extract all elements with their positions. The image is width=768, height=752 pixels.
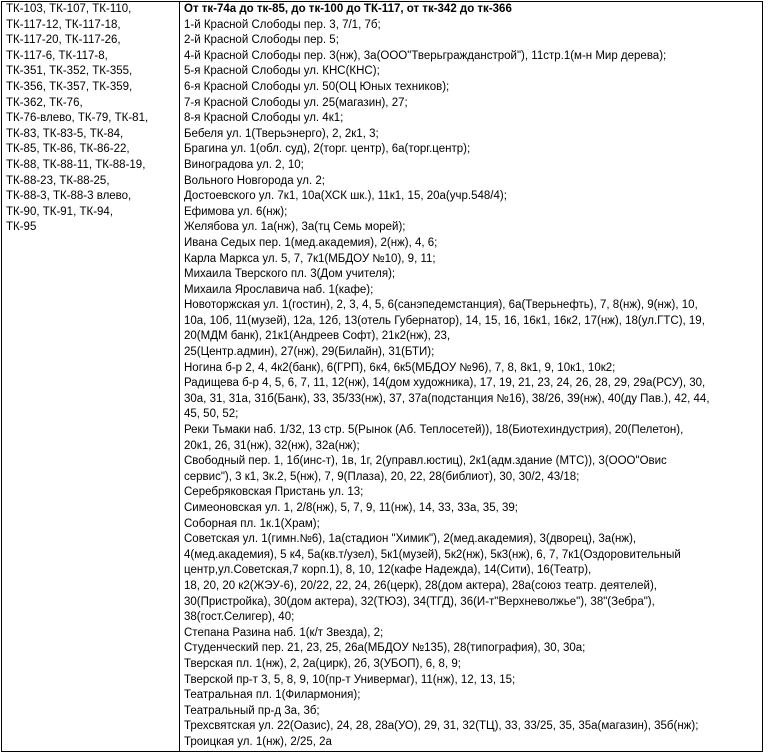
address-entry <box>184 80 760 96</box>
address-entry-line: 20(МДМ банк), 21к1(Андреев Софт), 21к2(нж), 23, <box>184 330 451 343</box>
tk-list-line: ТК-351, ТК-352, ТК-355, <box>6 65 133 78</box>
address-entry-line: Театральная пл. 1(Филармония); <box>184 689 361 702</box>
address-entry <box>184 96 760 112</box>
address-entry <box>184 376 760 423</box>
address-entry-line: 2-й Красной Слободы пер. 5; <box>184 34 339 47</box>
address-entry-line: Ефимова ул. 6(нж); <box>184 205 288 218</box>
address-entry <box>184 501 760 517</box>
tk-list-line: ТК-85, ТК-86, ТК-86-22, <box>6 143 130 156</box>
tk-list-line: ТК-117-6, ТК-117-8, <box>6 49 108 62</box>
address-entry <box>184 298 760 360</box>
address-entry-line: Виноградова ул. 2, 10; <box>184 158 304 171</box>
address-entry-line: Брагина ул. 1(обл. суд), 2(торг. центр), 6а(торг.центр); <box>184 143 471 156</box>
address-entry-line: 8-я Красной Слободы ул. 4к1; <box>184 112 344 125</box>
address-entry-line: Бебеля ул. 1(Тверьэнерго), 2, 2к1, 3; <box>184 127 379 140</box>
address-entry-line: Советская ул. 1(гимн.№6), 1а(стадион "Химик"), 2(мед.академия), 3(дворец), 3а(нж), <box>184 533 637 546</box>
address-entry <box>184 33 760 49</box>
address-table <box>1 1 763 752</box>
address-entry-line: Михаила Ярославича наб. 1(кафе); <box>184 283 374 296</box>
tk-list-line: ТК-88-23, ТК-88-25, <box>6 174 110 187</box>
tk-list-line: ТК-117-20, ТК-117-26, <box>6 34 121 47</box>
address-entry <box>184 485 760 501</box>
address-entry-line: Тверской пр-т 3, 5, 8, 9, 10(пр-т Универмаг), 11(нж), 12, 13, 15; <box>184 673 516 686</box>
address-entry-line: Серебряковская Пристань ул. 13; <box>184 486 364 499</box>
address-entry <box>184 704 760 720</box>
address-entry-line: Симеоновская ул. 1, 2/8(нж), 5, 7, 9, 11(нж), 14, 33, 33а, 35, 39; <box>184 502 518 514</box>
address-entry-line: Ногина б-р 2, 4, 4к2(банк), 6(ГРП), 6к4, 6к5(МБДОУ №96), 7, 8, 8к1, 9, 10к1, 10к2; <box>184 361 616 374</box>
address-entry-line: Троицкая ул. 1(нж), 2/25, 2а <box>184 735 332 748</box>
address-entry-line: 7-я Красной Слободы ул. 25(магазин), 27; <box>184 96 408 109</box>
address-entry <box>184 517 760 533</box>
address-entry <box>184 127 760 143</box>
address-entry-line: Соборная пл. 1к.1(Храм); <box>184 517 320 530</box>
address-entry-line: Трехсвятская ул. 22(Оазис), 24, 28, 28а(УО), 29, 31, 32(ТЦ), 33, 33/25, 35, 35а(магазин), 35б(нж); <box>184 720 699 733</box>
tk-list-line: ТК-117-12, ТК-117-18, <box>6 18 121 31</box>
address-entry <box>184 18 760 34</box>
address-entry <box>184 236 760 252</box>
tk-list-line: ТК-76-влево, ТК-79, ТК-81, <box>6 112 149 125</box>
address-entry <box>184 205 760 221</box>
address-entry <box>184 641 760 657</box>
address-entry-line: 5-я Красной Слободы ул. КНС(КНС); <box>184 65 380 78</box>
address-entry-line: 45, 50, 52; <box>184 408 239 421</box>
address-entry <box>184 267 760 283</box>
address-cell <box>180 2 763 752</box>
address-entry <box>184 454 760 485</box>
address-entry-line: Радищева б-р 4, 5, 6, 7, 11, 12(нж), 14(дом художника), 17, 19, 21, 23, 24, 26, 28, 29, 29а(РСУ), 30, <box>184 377 706 390</box>
address-entry-line: Свободный пер. 1, 1б(инс-т), 1в, 1г, 2(управл.юстиц), 2к1(адм.здание (МТС)), 3(ООО"Овис <box>184 455 667 468</box>
tk-list-line: ТК-83, ТК-83-5, ТК-84, <box>6 127 124 140</box>
tk-list-line: ТК-103, ТК-107, ТК-110, <box>6 3 132 15</box>
address-entry <box>184 735 760 751</box>
address-entry <box>184 532 760 626</box>
address-entry <box>184 361 760 377</box>
address-entry-line: 38(гост.Селигер), 40; <box>184 611 295 624</box>
address-entry-line: 4-й Красной Слободы пер. 3(нж), 3а(ООО"Тверьгражданстрой"), 11стр.1(м-н Мир дерева); <box>184 49 667 62</box>
address-list <box>184 18 760 751</box>
address-entry-line: 20к1, 26, 31(нж), 32(нж), 32а(нж); <box>184 439 360 452</box>
address-entry-line: 30а, 31, 31а, 31б(Банк), 33, 35/33(нж), 37, 37а(подстанция №16), 38/26, 39(нж), 40(ду Пав.), 42, 44, <box>184 392 710 405</box>
address-entry-line: Ивана Седых пер. 1(мед.академия), 2(нж), 4, 6; <box>184 236 438 249</box>
address-entry-line: 4(мед.академия), 5 к4, 5а(кв.т/узел), 5к1(музей), 5к2(нж), 5к3(нж), 6, 7, 7к1(Оздоровительный <box>184 548 681 561</box>
address-entry-line: Новоторжская ул. 1(гостин), 2, 3, 4, 5, 6(санэпедемстанция), 6а(Тверьнефть), 7, 8(нж), 9(нж), 10, <box>184 299 698 312</box>
address-entry-line: Степана Разина наб. 1(к/т Звезда), 2; <box>184 626 384 639</box>
address-entry-line: Михаила Тверского пл. 3(Дом учителя); <box>184 268 396 281</box>
address-entry <box>184 189 760 205</box>
address-entry-line: Тверская пл. 1(нж), 2, 2а(цирк), 2б, 3(УБОП), 6, 8, 9; <box>184 657 461 670</box>
tk-list <box>6 2 177 236</box>
address-entry-line: Студенческий пер. 21, 23, 25, 26а(МБДОУ №135), 28(типография), 30, 30а; <box>184 642 586 655</box>
address-entry <box>184 64 760 80</box>
address-entry-line: 10а, 10б, 11(музей), 12а, 12б, 13(отель Губернатор), 14, 15, 16, 16к1, 16к2, 17(нж), 18(ул.ГТС), 19, <box>184 314 705 327</box>
address-entry-line: Театральный пр-д 3а, 3б; <box>184 704 320 717</box>
tk-list-line: ТК-88, ТК-88-11, ТК-88-19, <box>6 158 146 171</box>
address-entry <box>184 423 760 454</box>
address-entry <box>184 657 760 673</box>
address-entry <box>184 49 760 65</box>
address-entry <box>184 174 760 190</box>
address-entry-line: Желябова ул. 1а(нж), 3а(тц Семь морей); <box>184 221 406 234</box>
address-entry-line: Карла Маркса ул. 5, 7, 7к1(МБДОУ №10), 9, 11; <box>184 252 436 265</box>
tk-list-line: ТК-88-3, ТК-88-3 влево, <box>6 190 132 203</box>
address-entry-line: 25(Центр.админ), 27(нж), 29(Билайн), 31(БТИ); <box>184 346 435 359</box>
section-header: От тк-74а до тк-85, до тк-100 до ТК-117, от тк-342 до тк-366 <box>184 3 512 15</box>
address-entry-line: Достоевского ул. 7к1, 10а(ХСК шк.), 11к1, 15, 20а(учр.548/4); <box>184 190 507 203</box>
address-entry-line: Вольного Новгорода ул. 2; <box>184 174 325 187</box>
address-entry <box>184 626 760 642</box>
tk-list-line: ТК-90, ТК-91, ТК-94, <box>6 205 114 218</box>
tk-list-line: ТК-95 <box>6 221 37 234</box>
address-entry <box>184 158 760 174</box>
address-entry <box>184 719 760 735</box>
address-entry <box>184 283 760 299</box>
table-row <box>2 2 763 752</box>
address-entry-line: сервис"), 3 к1, 3к.2, 5(нж), 7, 9(Плаза), 20, 22, 28(библиот), 30, 30/2, 43/18; <box>184 470 580 483</box>
address-entry-line: Реки Тьмаки наб. 1/32, 13 стр. 5(Рынок (Аб. Теплосетей)), 18(Биотехиндустрия), 20(Пелетон), <box>184 424 684 437</box>
address-entry <box>184 111 760 127</box>
address-entry <box>184 688 760 704</box>
tk-list-line: ТК-362, ТК-76, <box>6 96 83 109</box>
address-entry <box>184 673 760 689</box>
address-entry <box>184 252 760 268</box>
address-entry-line: 30(Пристройка), 30(дом актера), 32(ТЮЗ), 34(ТГД), 36(И-т"Верхневолжье"), 38"(Зебра"), <box>184 595 655 608</box>
address-entry <box>184 220 760 236</box>
tk-list-cell <box>2 2 180 752</box>
address-entry-line: 18, 20, 20 к2(ЖЭУ-6), 20/22, 22, 24, 26(церк), 28(дом актера), 28а(союз театр. деятелей), <box>184 579 657 592</box>
address-entry-line: 1-й Красной Слободы пер. 3, 7/1, 7б; <box>184 18 381 31</box>
address-entry-line: 6-я Красной Слободы ул. 50(ОЦ Юных техников); <box>184 80 450 93</box>
tk-list-line: ТК-356, ТК-357, ТК-359, <box>6 80 133 93</box>
address-entry <box>184 142 760 158</box>
address-entry-line: центр,ул.Советская,7 корп.1), 8, 10, 12(кафе Надежда), 14(Сити), 16(Театр), <box>184 564 592 577</box>
